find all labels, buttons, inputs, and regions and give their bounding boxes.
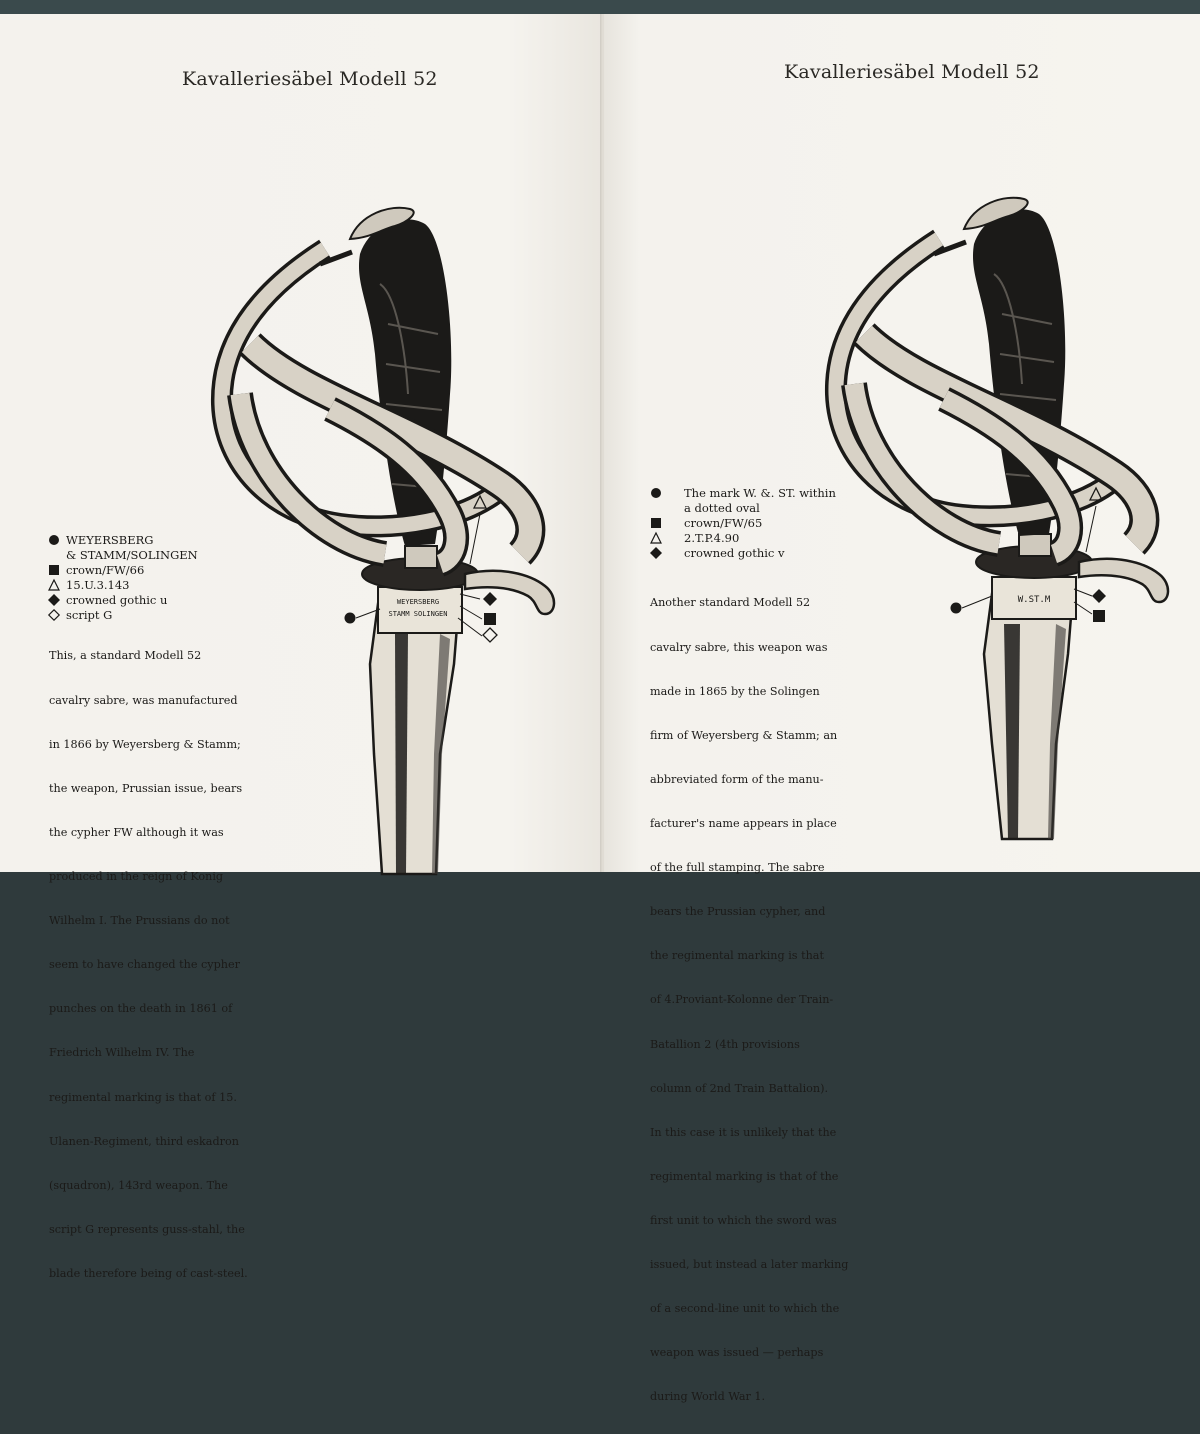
text-line: regimental marking is that of the [650,1169,839,1183]
legend-text: a dotted oval [684,501,760,515]
filled-square-icon [650,517,662,529]
text-line: issued, but instead a later marking [650,1258,849,1272]
text-line: In this case it is unlikely that the [650,1125,837,1139]
legend-item [46,563,198,578]
legend-item [46,593,198,608]
left-body-text [49,620,248,1311]
text-line: first unit to which the sword was [650,1213,837,1227]
open-triangle-icon [650,532,662,544]
left-legend [46,533,198,623]
svg-text:WEYERSBERG: WEYERSBERG [396,598,440,606]
text-line: facturer's name appears in place [650,816,837,830]
legend-text: crown/FW/65 [684,516,763,530]
background-edge [0,0,1200,14]
text-line: Another standard Modell 52 [650,596,811,610]
text-line: of 4.Proviant-Kolonne der Train- [650,993,834,1007]
sabre-illustration-left [210,194,570,874]
text-line: seem to have changed the cypher [49,958,240,972]
right-page-title: Kavalleriesäbel Modell 52 [784,61,1040,83]
text-line: the regimental marking is that [650,949,824,963]
text-line: This, a standard Modell 52 [49,649,202,663]
text-line: punches on the death in 1861 of [49,1002,233,1016]
text-line: cavalry sabre, this weapon was [650,640,828,654]
text-line: during World War 1. [650,1390,766,1404]
text-line: (squadron), 143rd weapon. The [49,1178,228,1192]
legend-item [648,546,836,561]
text-line: script G represents guss-stahl, the [49,1222,245,1236]
text-line: firm of Weyersberg & Stamm; an [650,728,838,742]
filled-circle-icon [48,534,60,546]
legend-text: crowned gothic v [684,546,785,560]
legend-item [46,578,198,593]
text-line: produced in the reign of Konig [49,869,224,883]
text-line: Batallion 2 (4th provisions [650,1037,800,1051]
right-legend [648,486,836,561]
text-line: the cypher FW although it was [49,825,224,839]
legend-item [46,533,198,548]
open-triangle-icon [48,579,60,591]
text-line: made in 1865 by the Solingen [650,684,820,698]
legend-item [648,516,836,531]
legend-item [648,531,836,546]
text-line: regimental marking is that of 15. [49,1090,237,1104]
svg-text:STAMM SOLINGEN: STAMM SOLINGEN [388,610,448,618]
text-line: the weapon, Prussian issue, bears [49,781,243,795]
text-line: of the full stamping. The sabre [650,861,825,875]
legend-item [648,486,836,501]
legend-text: WEYERSBERG [66,533,154,547]
legend-text: The mark W. &. ST. within [684,486,836,500]
text-line: blade therefore being of cast-steel. [49,1266,248,1280]
left-page [0,14,602,1280]
filled-square-icon [48,564,60,576]
right-page [604,14,1200,1404]
text-line: weapon was issued — perhaps [650,1346,824,1360]
text-line: bears the Prussian cypher, and [650,905,826,919]
filled-circle-icon [650,487,662,499]
text-line: cavalry sabre, was manufactured [49,693,238,707]
legend-text: 15.U.3.143 [66,578,130,592]
text-line: column of 2nd Train Battalion). [650,1081,829,1095]
filled-diamond-icon [650,547,662,559]
text-line: Ulanen-Regiment, third eskadron [49,1134,239,1148]
legend-text: script G [66,608,113,622]
legend-item [648,501,836,516]
legend-text: & STAMM/SOLINGEN [66,548,198,562]
legend-text: crowned gothic u [66,593,168,607]
text-line: abbreviated form of the manu- [650,772,824,786]
sabre-illustration-right [824,184,1184,864]
legend-text: crown/FW/66 [66,563,145,577]
legend-text: 2.T.P.4.90 [684,531,740,545]
text-line: in 1866 by Weyersberg & Stamm; [49,737,241,751]
svg-text:W.ST.M: W.ST.M [1017,595,1051,605]
filled-diamond-icon [48,594,60,606]
right-body-text [650,567,848,1434]
text-line: Wilhelm I. The Prussians do not [49,914,230,928]
legend-item [46,548,198,563]
text-line: of a second-line unit to which the [650,1302,840,1316]
left-page-title: Kavalleriesäbel Modell 52 [182,68,438,90]
text-line: Friedrich Wilhelm IV. The [49,1046,195,1060]
